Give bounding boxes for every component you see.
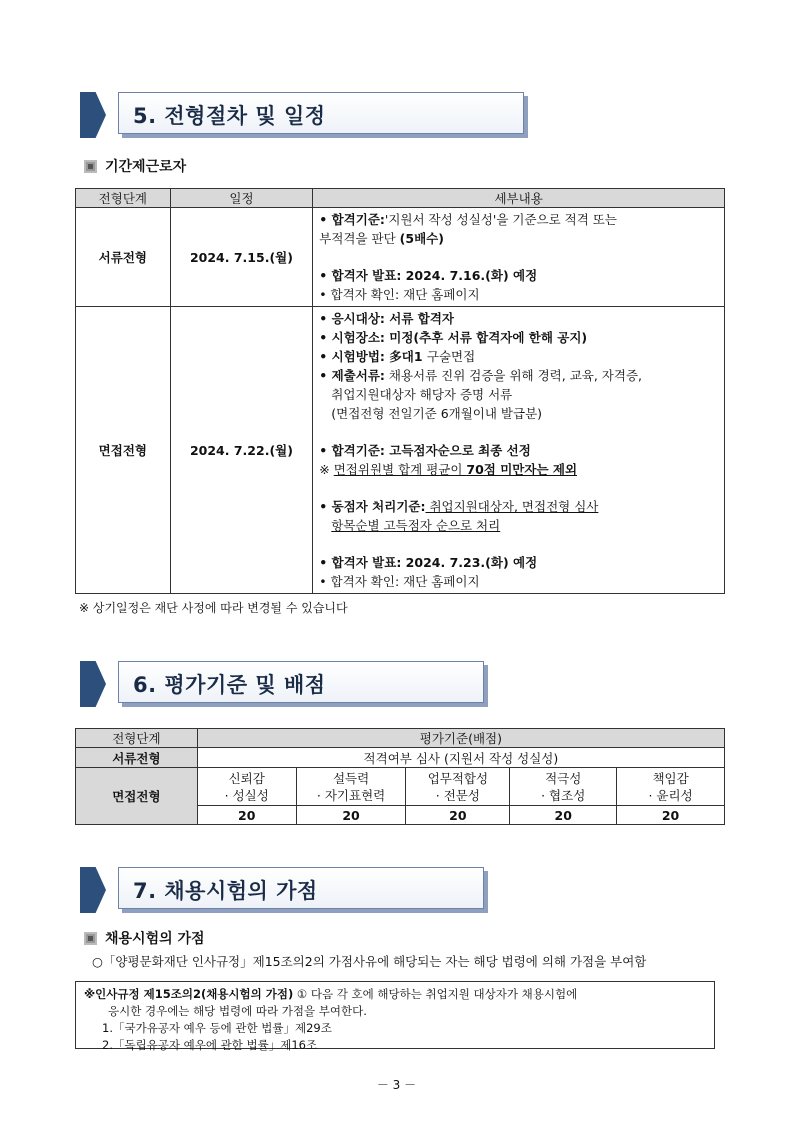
criteria-cell: 적극성 · 협조성 — [510, 768, 617, 806]
stage-cell: 서류전형 — [76, 748, 198, 768]
schedule-footnote: ※ 상기일정은 재단 사정에 따라 변경될 수 있습니다 — [79, 601, 348, 615]
section-6-title: 6. 평가기준 및 배점 — [133, 673, 326, 697]
table-row — [76, 307, 725, 594]
criteria-cell: 신뢰감 · 성실성 — [197, 768, 296, 806]
detail-cell: • 합격기준:'지원서 작성 성실성'을 기준으로 적격 또는 부적격을 판단 (5배수) • 합격자 발표: 2024. 7.16.(화) 예정 • 합격자 확인: 재단 홈페이지 — [313, 208, 725, 307]
section-7-title: 7. 채용시험의 가점 — [133, 879, 318, 903]
header-stage: 전형단계 — [76, 189, 171, 208]
section-5-title: 5. 전형절차 및 일정 — [133, 104, 326, 128]
arrow-icon — [80, 92, 106, 138]
criteria-cell: 설득력 · 자기표현력 — [296, 768, 406, 806]
arrow-icon — [80, 661, 106, 707]
square-bullet-icon — [84, 160, 97, 173]
criteria-cell: 책임감 · 윤리성 — [617, 768, 725, 806]
stage-cell: 면접전형 — [76, 768, 198, 825]
date-cell: 2024. 7.15.(월) — [170, 208, 313, 307]
score-cell: 20 — [296, 806, 406, 825]
score-cell: 20 — [197, 806, 296, 825]
table-header-row — [76, 189, 725, 208]
header-detail: 세부내용 — [313, 189, 725, 208]
score-cell: 20 — [510, 806, 617, 825]
section-5-subtitle: 기간제근로자 — [84, 156, 186, 176]
arrow-icon — [80, 867, 106, 913]
stage-cell: 면접전형 — [76, 307, 171, 594]
table-row — [76, 208, 725, 307]
criteria-cell: 업무적합성 · 전문성 — [406, 768, 510, 806]
score-cell: 20 — [406, 806, 510, 825]
stage-cell: 서류전형 — [76, 208, 171, 307]
bonus-statement: ○「양평문화재단 인사규정」제15조의2의 가점사유에 해당되는 자는 해당 법령에 의해 가점을 부여함 — [92, 954, 647, 969]
table-row — [76, 768, 725, 806]
detail-cell: • 응시대상: 서류 합격자 • 시험장소: 미정(추후 서류 합격자에 한해 공지) • 시험방법: 多대1 구술면접 • 제출서류: 채용서류 진위 검증을 위해 경력, 교육, 자격증, 취업지원대상자 해당자 증명 서류 (면접전형 전일기준 6개월이내 발급분) • 합격기준: 고득점자순으로 최종 선정 ※ 면접위원별 합계 평균이 70점 미만자는 제외 • 동점자 처리기준: 취업지원대상자, 면접전형 심사 항목순별 고득점자 순으로 처리 • 합격자 발표: 2024. 7.23.(화) 예정 • 합격자 확인: 재단 홈페이지 — [313, 307, 725, 594]
schedule-table — [75, 188, 725, 594]
section-7-subtitle: 채용시험의 가점 — [84, 928, 205, 948]
header-criteria: 평가기준(배점) — [197, 729, 724, 748]
regulation-box: ※인사규정 제15조의2(채용시험의 가점) ① 다음 각 호에 해당하는 취업지원 대상자가 채용시험에 응시한 경우에는 해당 법령에 따라 가점을 부여한다. 1.「국가유공자 예우 등에 관한 법률」제29조 2.「독립유공자 예우에 관한 법률」제16조 — [75, 981, 715, 1049]
table-row — [76, 748, 725, 768]
evaluation-table — [75, 728, 725, 825]
page-number: － 3 － — [376, 1078, 417, 1092]
score-cell: 20 — [617, 806, 725, 825]
square-bullet-icon — [84, 932, 97, 945]
header-stage: 전형단계 — [76, 729, 198, 748]
table-header-row — [76, 729, 725, 748]
criteria-cell: 적격여부 심사 (지원서 작성 성실성) — [197, 748, 724, 768]
date-cell: 2024. 7.22.(월) — [170, 307, 313, 594]
header-date: 일정 — [170, 189, 313, 208]
